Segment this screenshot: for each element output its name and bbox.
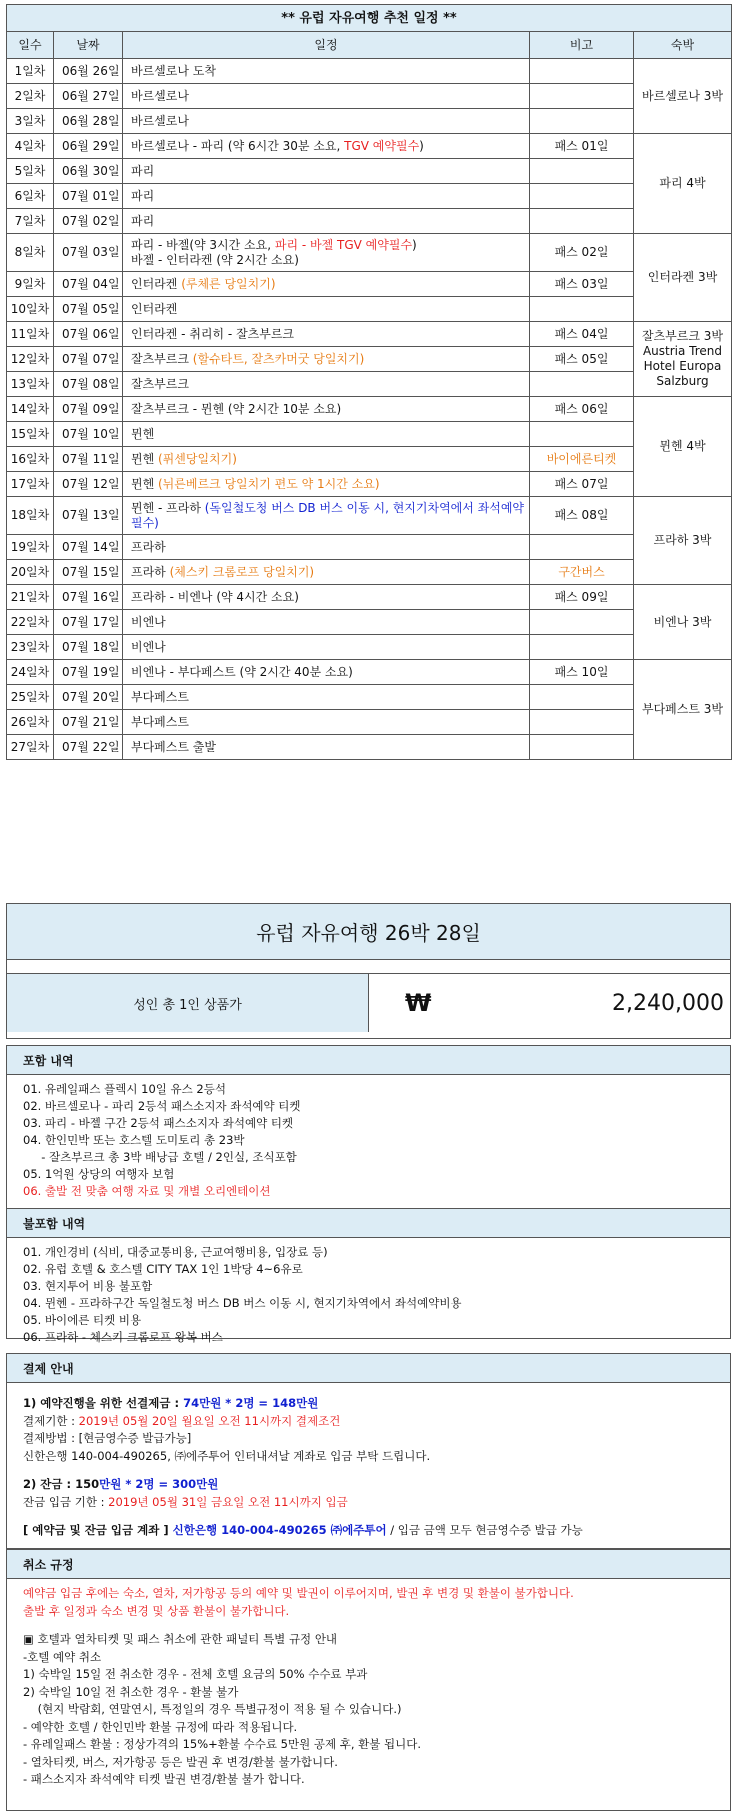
deposit-amount: 74만원 * 2명 = 148만원 — [183, 1396, 319, 1410]
balance-line: 2) 잔금 : 150만원 * 2명 = 300만원 — [23, 1477, 219, 1491]
note-cell — [530, 735, 634, 760]
note-cell: 패스 09일 — [530, 585, 634, 610]
itinerary-cell: 잘츠부르크 — [123, 372, 530, 397]
excluded-list — [7, 1238, 730, 1352]
note-cell — [530, 535, 634, 560]
included-item: 01. 유레일패스 플렉시 10일 유스 2등석 — [23, 1082, 226, 1096]
day-cell: 9일차 — [7, 272, 54, 297]
day-cell: 22일차 — [7, 610, 54, 635]
date-cell: 06월 27일 — [54, 84, 123, 109]
itinerary-cell: 인터라켄 - 취리히 - 잘츠부르크 — [123, 322, 530, 347]
schedule-row — [7, 134, 732, 159]
included-item: 02. 바르셀로나 - 파리 2등석 패스소지자 좌석예약 티켓 — [23, 1099, 301, 1113]
schedule-row — [7, 272, 732, 297]
schedule-row — [7, 209, 732, 234]
schedule-row — [7, 84, 732, 109]
date-cell: 07월 07일 — [54, 347, 123, 372]
cancel-rule-line: - 예약한 호텔 / 한인민박 환불 규정에 따라 적용됩니다. — [23, 1719, 298, 1734]
schedule-row — [7, 735, 732, 760]
date-cell: 07월 09일 — [54, 397, 123, 422]
schedule-row — [7, 660, 732, 685]
cancel-rule-line: - 열차티켓, 버스, 저가항공 등은 발권 후 변경/환불 불가합니다. — [23, 1754, 338, 1769]
itinerary-cell: 잘츠부르크 (할슈타트, 잘츠카머굿 당일치기) — [123, 347, 530, 372]
schedule-row — [7, 322, 732, 347]
note-cell — [530, 209, 634, 234]
day-cell: 17일차 — [7, 472, 54, 497]
day-cell: 7일차 — [7, 209, 54, 234]
cancellation-section — [6, 1549, 731, 1811]
note-cell: 패스 01일 — [530, 134, 634, 159]
header-day: 일수 — [7, 32, 54, 59]
schedule-table — [6, 4, 732, 760]
itinerary-cell: 파리 — [123, 209, 530, 234]
inclusion-section — [6, 1045, 731, 1344]
cancel-rule-line: (현지 박람회, 연말연시, 특정일의 경우 특별규정이 적용 될 수 있습니다.) — [23, 1702, 402, 1716]
day-cell: 10일차 — [7, 297, 54, 322]
package-title: 유럽 자유여행 26박 28일 — [7, 904, 730, 960]
day-cell: 1일차 — [7, 59, 54, 84]
day-cell: 14일차 — [7, 397, 54, 422]
schedule-row — [7, 610, 732, 635]
payment-title: 결제 안내 — [7, 1354, 730, 1383]
date-cell: 07월 17일 — [54, 610, 123, 635]
deposit-line: 1) 예약진행을 위한 선결제금 : 74만원 * 2명 = 148만원 — [23, 1396, 319, 1410]
itinerary-cell: 파리 — [123, 159, 530, 184]
itinerary-cell: 프라하 - 비엔나 (약 4시간 소요) — [123, 585, 530, 610]
day-cell: 13일차 — [7, 372, 54, 397]
note-cell: 패스 08일 — [530, 497, 634, 535]
day-cell: 12일차 — [7, 347, 54, 372]
account-line: [ 예약금 및 잔금 입금 계좌 ] 신한은행 140-004-490265 ㈜에주투어 / 입금 금액 모두 현금영수증 발급 가능 — [23, 1523, 583, 1537]
itinerary-cell: 프라하 — [123, 535, 530, 560]
date-cell: 07월 14일 — [54, 535, 123, 560]
date-cell: 06월 28일 — [54, 109, 123, 134]
schedule-row — [7, 635, 732, 660]
cancel-rule-line: 2) 숙박일 10일 전 취소한 경우 - 환불 불가 — [23, 1684, 239, 1699]
payment-section — [6, 1353, 731, 1549]
included-item: 03. 파리 - 바젤 구간 2등석 패스소지자 좌석예약 티켓 — [23, 1116, 294, 1130]
date-cell: 07월 10일 — [54, 422, 123, 447]
schedule-row — [7, 397, 732, 422]
day-cell: 27일차 — [7, 735, 54, 760]
deposit-deadline: 결제기한 : 2019년 05월 20일 월요일 오전 11시까지 결제조건 — [23, 1413, 341, 1428]
schedule-row — [7, 685, 732, 710]
date-cell: 06월 26일 — [54, 59, 123, 84]
schedule-row — [7, 472, 732, 497]
schedule-row — [7, 560, 732, 585]
day-cell: 23일차 — [7, 635, 54, 660]
note-cell: 패스 07일 — [530, 472, 634, 497]
date-cell: 07월 13일 — [54, 497, 123, 535]
note-cell — [530, 710, 634, 735]
note-cell: 바이에른티켓 — [530, 447, 634, 472]
itinerary-cell: 바르셀로나 — [123, 84, 530, 109]
cancel-rule-line: - 유레일패스 환불 : 정상가격의 15%+환불 수수료 5만원 공제 후, 환불 됩니다. — [23, 1737, 421, 1751]
header-itinerary: 일정 — [123, 32, 530, 59]
itinerary-cell: 잘츠부르크 - 뮌헨 (약 2시간 10분 소요) — [123, 397, 530, 422]
itinerary-cell: 프라하 (체스키 크롬로프 당일치기) — [123, 560, 530, 585]
note-cell — [530, 297, 634, 322]
schedule-section — [6, 4, 731, 760]
note-cell: 패스 05일 — [530, 347, 634, 372]
cancel-body — [7, 1579, 730, 1795]
header-note: 비고 — [530, 32, 634, 59]
price-summary — [6, 903, 731, 1039]
payment-method: 결제방법 : [현금영수증 발급가능] — [23, 1431, 192, 1445]
date-cell: 07월 02일 — [54, 209, 123, 234]
note-cell — [530, 59, 634, 84]
day-cell: 2일차 — [7, 84, 54, 109]
itinerary-cell: 바르셀로나 도착 — [123, 59, 530, 84]
cancel-warning-1: 예약금 입금 후에는 숙소, 열차, 저가항공 등의 예약 및 발권이 이루어지며, 발권 후 변경 및 환불이 불가합니다. — [23, 1586, 574, 1600]
itinerary-cell: 뮌헨 (퓌센당일치기) — [123, 447, 530, 472]
note-cell — [530, 184, 634, 209]
excluded-item: 01. 개인경비 (식비, 대중교통비용, 근교여행비용, 입장료 등) — [23, 1245, 328, 1259]
schedule-row — [7, 59, 732, 84]
lodging-cell: 파리 4박 — [634, 134, 732, 234]
note-cell: 패스 10일 — [530, 660, 634, 685]
schedule-row — [7, 184, 732, 209]
date-cell: 07월 15일 — [54, 560, 123, 585]
note-cell: 패스 02일 — [530, 234, 634, 272]
included-list — [7, 1075, 730, 1209]
day-cell: 18일차 — [7, 497, 54, 535]
date-cell: 07월 19일 — [54, 660, 123, 685]
balance-deadline: 잔금 입금 기한 : 2019년 05월 31일 금요일 오전 11시까지 입금 — [23, 1494, 348, 1509]
date-cell: 07월 18일 — [54, 635, 123, 660]
cancel-rule-line: -호텔 예약 취소 — [23, 1649, 102, 1664]
day-cell: 24일차 — [7, 660, 54, 685]
itinerary-cell: 인터라켄 (루체른 당일치기) — [123, 272, 530, 297]
excluded-title: 불포함 내역 — [7, 1209, 730, 1238]
date-cell: 07월 12일 — [54, 472, 123, 497]
included-item: 04. 한인민박 또는 호스텔 도미토리 총 23박 — [23, 1133, 245, 1147]
schedule-row — [7, 585, 732, 610]
cancel-warning-2: 출발 후 일정과 숙소 변경 및 상품 환불이 불가합니다. — [23, 1603, 290, 1618]
schedule-row — [7, 109, 732, 134]
cancel-rule-line: 1) 숙박일 15일 전 취소한 경우 - 전체 호텔 요금의 50% 수수료 부과 — [23, 1667, 368, 1681]
payment-body — [7, 1383, 730, 1546]
itinerary-cell: 부다페스트 — [123, 685, 530, 710]
day-cell: 26일차 — [7, 710, 54, 735]
note-cell — [530, 635, 634, 660]
itinerary-cell: 부다페스트 출발 — [123, 735, 530, 760]
itinerary-cell: 바르셀로나 - 파리 (약 6시간 30분 소요, TGV 예약필수) — [123, 134, 530, 159]
note-cell: 패스 03일 — [530, 272, 634, 297]
date-cell: 06월 29일 — [54, 134, 123, 159]
date-cell: 07월 08일 — [54, 372, 123, 397]
note-cell: 패스 04일 — [530, 322, 634, 347]
itinerary-cell: 파리 - 바젤(약 3시간 소요, 파리 - 바젤 TGV 예약필수) 바젤 - 인터라켄 (약 2시간 소요) — [123, 234, 530, 272]
bank-line: 신한은행 140-004-490265, ㈜에주투어 인터내셔날 계좌로 입금 부탁 드립니다. — [23, 1448, 431, 1463]
itinerary-cell: 비엔나 — [123, 610, 530, 635]
schedule-header-row — [7, 32, 732, 59]
schedule-row — [7, 497, 732, 535]
date-cell: 07월 01일 — [54, 184, 123, 209]
itinerary-cell: 뮌헨 — [123, 422, 530, 447]
itinerary-cell: 비엔나 — [123, 635, 530, 660]
itinerary-cell: 비엔나 - 부다페스트 (약 2시간 40분 소요) — [123, 660, 530, 685]
day-cell: 25일차 — [7, 685, 54, 710]
note-cell — [530, 109, 634, 134]
schedule-title: ** 유럽 자유여행 추천 일정 ** — [7, 5, 732, 32]
day-cell: 5일차 — [7, 159, 54, 184]
schedule-body — [7, 59, 732, 760]
date-cell: 07월 16일 — [54, 585, 123, 610]
note-cell — [530, 422, 634, 447]
note-cell — [530, 610, 634, 635]
day-cell: 4일차 — [7, 134, 54, 159]
day-cell: 11일차 — [7, 322, 54, 347]
included-item: - 잘츠부르크 총 3박 배낭급 호텔 / 2인실, 조식포함 — [23, 1150, 297, 1164]
schedule-row — [7, 447, 732, 472]
cancel-rule-line: - 패스소지자 좌석예약 티켓 발권 변경/환불 불가 합니다. — [23, 1772, 305, 1786]
lodging-cell: 잘츠부르크 3박 Austria Trend Hotel Europa Salzburg — [634, 322, 732, 397]
excluded-item: 06. 프라하 - 체스키 크롬로프 왕복 버스 — [23, 1330, 223, 1344]
date-cell: 07월 22일 — [54, 735, 123, 760]
date-cell: 07월 21일 — [54, 710, 123, 735]
price-row — [7, 974, 730, 1032]
day-cell: 8일차 — [7, 234, 54, 272]
header-date: 날짜 — [54, 32, 123, 59]
note-cell — [530, 685, 634, 710]
itinerary-cell: 뮌헨 - 프라하 (독일철도청 버스 DB 버스 이동 시, 현지기차역에서 좌석예약 필수) — [123, 497, 530, 535]
cancel-title: 취소 규정 — [7, 1550, 730, 1579]
lodging-cell: 프라하 3박 — [634, 497, 732, 585]
price-value-cell — [369, 974, 730, 1032]
date-cell: 07월 11일 — [54, 447, 123, 472]
day-cell: 21일차 — [7, 585, 54, 610]
date-cell: 07월 04일 — [54, 272, 123, 297]
price-label: 성인 총 1인 상품가 — [7, 974, 369, 1032]
date-cell: 07월 06일 — [54, 322, 123, 347]
schedule-row — [7, 422, 732, 447]
date-cell: 07월 05일 — [54, 297, 123, 322]
note-cell — [530, 84, 634, 109]
note-cell: 구간버스 — [530, 560, 634, 585]
lodging-cell: 바르셀로나 3박 — [634, 59, 732, 134]
cancel-rule-line: ▣ 호텔과 열차티켓 및 패스 취소에 관한 패널티 특별 규정 안내 — [23, 1632, 338, 1646]
day-cell: 16일차 — [7, 447, 54, 472]
schedule-row — [7, 535, 732, 560]
excluded-item: 05. 바이에른 티켓 비용 — [23, 1313, 142, 1327]
lodging-cell: 뮌헨 4박 — [634, 397, 732, 497]
schedule-row — [7, 710, 732, 735]
schedule-row — [7, 347, 732, 372]
excluded-item: 02. 유럽 호텔 & 호스텔 CITY TAX 1인 1박당 4~6유로 — [23, 1262, 303, 1276]
day-cell: 3일차 — [7, 109, 54, 134]
excluded-item: 03. 현지투어 비용 불포함 — [23, 1279, 153, 1293]
day-cell: 19일차 — [7, 535, 54, 560]
itinerary-cell: 뮌헨 (뉘른베르크 당일치기 편도 약 1시간 소요) — [123, 472, 530, 497]
lodging-cell: 인터라켄 3박 — [634, 234, 732, 322]
day-cell: 15일차 — [7, 422, 54, 447]
date-cell: 06월 30일 — [54, 159, 123, 184]
day-cell: 6일차 — [7, 184, 54, 209]
summary-gap — [7, 960, 730, 974]
date-cell: 07월 20일 — [54, 685, 123, 710]
excluded-item: 04. 뮌헨 - 프라하구간 독일철도청 버스 DB 버스 이동 시, 현지기차역에서 좌석예약비용 — [23, 1296, 462, 1310]
itinerary-cell: 부다페스트 — [123, 710, 530, 735]
price-value: 2,240,000 — [612, 990, 724, 1016]
schedule-row — [7, 297, 732, 322]
included-item-red: 06. 출발 전 맞춤 여행 자료 및 개별 오리엔테이션 — [23, 1184, 271, 1198]
schedule-row — [7, 372, 732, 397]
note-cell: 패스 06일 — [530, 397, 634, 422]
note-cell — [530, 372, 634, 397]
note-cell — [530, 159, 634, 184]
itinerary-cell: 파리 — [123, 184, 530, 209]
lodging-cell: 비엔나 3박 — [634, 585, 732, 660]
included-item: 05. 1억원 상당의 여행자 보험 — [23, 1167, 175, 1181]
header-lodging: 숙박 — [634, 32, 732, 59]
day-cell: 20일차 — [7, 560, 54, 585]
itinerary-cell: 바르셀로나 — [123, 109, 530, 134]
schedule-row — [7, 159, 732, 184]
included-title: 포함 내역 — [7, 1046, 730, 1075]
schedule-row — [7, 234, 732, 272]
currency-symbol: ₩ — [405, 989, 432, 1017]
lodging-cell: 부다페스트 3박 — [634, 660, 732, 760]
itinerary-cell: 인터라켄 — [123, 297, 530, 322]
date-cell: 07월 03일 — [54, 234, 123, 272]
